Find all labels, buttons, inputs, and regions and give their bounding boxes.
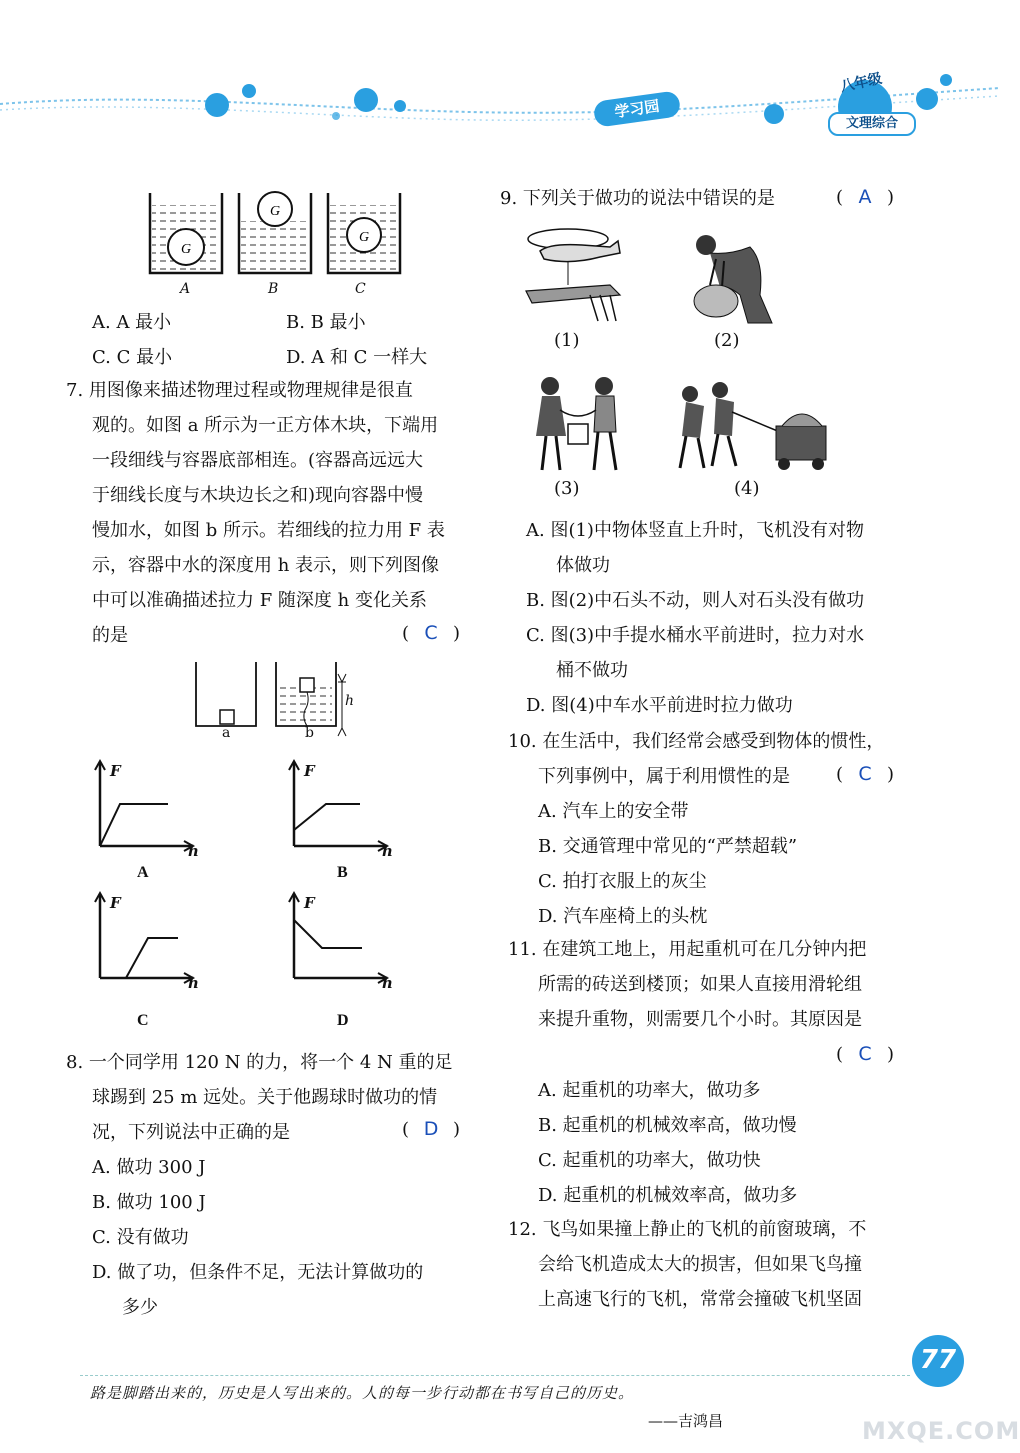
q8-options [92,1150,472,1325]
q7-line: 慢加水，如图 b 所示。若细线的拉力用 F 表 [92,520,445,541]
grade-badge-top: 八年级 [839,70,884,96]
axis-f-label: F [110,894,121,912]
q11-option-a: A. 起重机的功率大，做功多 [538,1080,761,1101]
q6-fig-label-b: B [268,281,279,297]
q8-line: 球踢到 25 m 远处。关于他踢球时做功的情 [92,1087,438,1108]
q7-fig-h-label: h [345,693,355,709]
q8-option-d-cont: 多少 [122,1297,158,1318]
q10-option-b: B. 交通管理中常见的“严禁超载” [538,836,798,857]
q11-line: 所需的砖送到楼顶；如果人直接用滑轮组 [538,974,862,995]
footer-quote: 路是脚踏出来的，历史是人写出来的。人的每一步行动都在书写自己的历史。 [90,1384,635,1402]
container-c [328,193,400,273]
q7-answer-bracket: ( C ) [402,622,461,644]
header-dot [940,74,952,86]
q7-line: 示，容器中水的深度用 h 表示，则下列图像 [92,555,440,576]
q9-option-d: D. 图(4)中车水平前进时拉力做功 [526,695,793,716]
ball-label: G [358,230,370,245]
q8-answer: D [423,1118,439,1140]
q9-option-c-cont: 桶不做功 [556,660,628,681]
person-pushing-rock-illustration [680,225,780,325]
q6-fig-label-a: A [180,281,191,297]
q7-fig-b-label: b [305,725,314,741]
q8-line: 8. 一个同学用 120 N 的力，将一个 4 N 重的足 [66,1052,453,1073]
q7-line: 一段细线与容器底部相连。(容器高远远大 [92,450,424,471]
q12-question [508,1212,928,1317]
q11-line: 11. 在建筑工地上，用起重机可在几分钟内把 [508,939,867,960]
ball-label: G [180,242,192,257]
q9-pic-label-3: (3) [554,478,580,499]
q8-option-c: C. 没有做功 [92,1227,189,1248]
q7-question [66,373,466,653]
axis-h-label: h [382,842,393,860]
axis-h-label: h [382,974,393,992]
q12-line: 会给飞机造成太大的损害，但如果飞鸟撞 [538,1254,862,1275]
q11-answer: C [858,1043,872,1065]
q11-option-b: B. 起重机的机械效率高，做功慢 [538,1115,797,1136]
q7-graph-label-c: C [137,1012,149,1029]
q9-option-a: A. 图(1)中物体竖直上升时，飞机没有对物 [526,520,864,541]
q12-line: 上高速飞行的飞机，常常会撞破飞机坚固 [538,1289,862,1310]
people-pulling-cart-illustration [676,376,836,476]
grade-badge-bottom: 文理综合 [828,112,916,136]
ball-label: G [269,204,281,219]
q7-line: 中可以准确描述拉力 F 随深度 h 变化关系 [92,590,427,611]
q9-answer: A [858,186,872,208]
q9-option-a-cont: 体做功 [556,555,610,576]
axis-f-label: F [304,762,315,780]
footer-author: ——吉鸿昌 [648,1412,724,1430]
header-dot [394,100,406,112]
q11-answer-bracket: ( C ) [836,1043,895,1065]
page-number-badge [912,1335,964,1387]
q7-graph-d [282,890,392,990]
q8-option-b: B. 做功 100 J [92,1192,206,1213]
q7-graph-label-b: B [337,864,348,881]
q7-graph-b [282,758,392,858]
q6-option-d: D. A 和 C 一样大 [286,347,428,368]
q8-answer-bracket: ( D ) [402,1118,461,1140]
q10-options [538,794,918,934]
q9-stem: 9. 下列关于做功的说法中错误的是 [500,188,775,209]
q10-answer-bracket: ( C ) [836,763,895,785]
q10-line: 10. 在生活中，我们经常会感受到物体的惯性， [508,731,885,752]
page-header [0,0,1000,160]
q10-option-c: C. 拍打衣服上的灰尘 [538,871,707,892]
q7-graph-label-a: A [137,864,149,881]
q8-option-a: A. 做功 300 J [92,1157,206,1178]
header-dot [764,104,784,124]
q11-question [508,932,928,1037]
q6-option-a: A. A 最小 [92,312,172,333]
watermark: MXQE.COM [862,1417,1020,1445]
q7-graph-c [88,890,198,990]
people-carrying-bucket-illustration [520,370,640,480]
q9-pic-label-1: (1) [554,330,580,351]
q10-line: 下列事例中，属于利用惯性的是 [538,766,790,787]
q7-fig-a-label: a [222,725,231,741]
q7-line: 于细线长度与木块边长之和)现向容器中慢 [92,485,424,506]
q7-line: 7. 用图像来描述物理过程或物理规律是很直 [66,380,413,401]
header-dot [354,88,378,112]
q7-container-figure [190,660,360,750]
q6-option-b: B. B 最小 [286,312,366,333]
q10-answer: C [858,763,872,785]
q6-option-c: C. C 最小 [92,347,173,368]
axis-f-label: F [110,762,121,780]
q7-line: 的是 [92,625,128,646]
q7-graph-label-d: D [337,1012,349,1029]
q9-answer-bracket: ( A ) [836,186,895,208]
q9-option-c: C. 图(3)中手提水桶水平前进时，拉力对水 [526,625,865,646]
axis-h-label: h [188,842,199,860]
axis-f-label: F [304,894,315,912]
q9-pic-label-2: (2) [714,330,740,351]
q7-answer: C [424,622,438,644]
container-a [150,193,222,273]
q9-option-b: B. 图(2)中石头不动，则人对石头没有做功 [526,590,865,611]
helicopter-illustration [520,225,630,325]
q7-line: 观的。如图 a 所示为一正方体木块，下端用 [92,415,439,436]
q9-pic-label-4: (4) [734,478,760,499]
header-dot [242,84,256,98]
q11-option-c: C. 起重机的功率大，做功快 [538,1150,761,1171]
q12-line: 12. 飞鸟如果撞上静止的飞机的前窗玻璃，不 [508,1219,867,1240]
header-center-mark: 学习园 [593,90,682,128]
q9-options [526,513,926,723]
q8-line: 况，下列说法中正确的是 [92,1122,290,1143]
header-dot [205,93,229,117]
q10-option-a: A. 汽车上的安全带 [538,801,689,822]
footer-divider [80,1375,910,1377]
page-number: 77 [919,1345,957,1375]
q10-option-d: D. 汽车座椅上的头枕 [538,906,708,927]
axis-h-label: h [188,974,199,992]
container-b [239,192,311,273]
q6-fig-label-c: C [355,281,366,297]
q11-option-d: D. 起重机的机械效率高，做功多 [538,1185,798,1206]
q8-option-d: D. 做了功，但条件不足，无法计算做功的 [92,1262,424,1283]
grade-badge [820,62,920,152]
q11-options [538,1073,918,1213]
q7-graph-a [88,758,198,858]
header-dot [332,112,340,120]
q11-line: 来提升重物，则需要几个小时。其原因是 [538,1009,862,1030]
